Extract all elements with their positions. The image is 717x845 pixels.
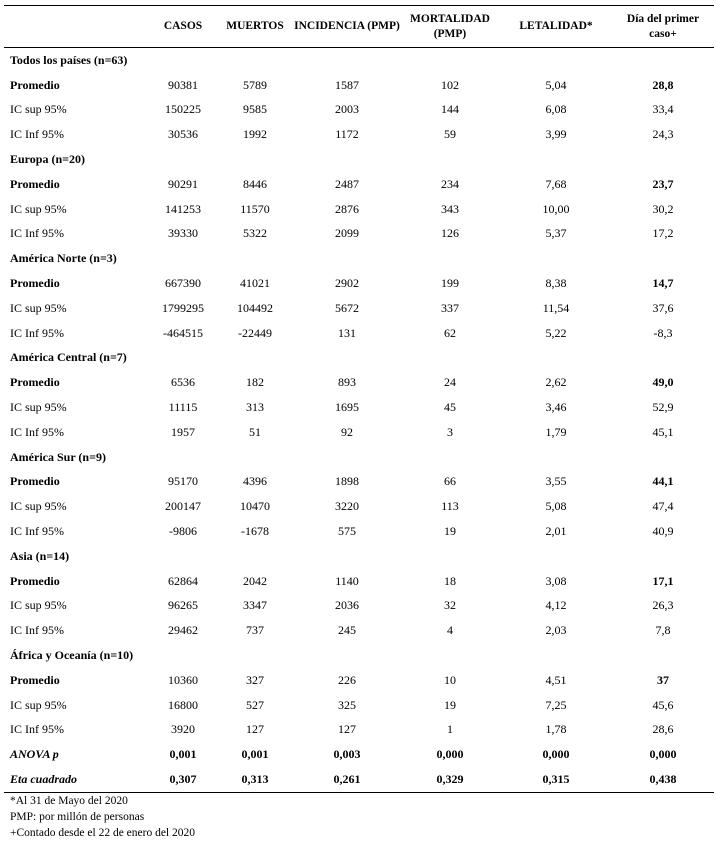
table-cell: 7,25 xyxy=(545,697,567,712)
table-cell: 3347 xyxy=(243,598,267,613)
table-cell: 17,2 xyxy=(652,226,674,241)
table-cell: 2003 xyxy=(335,102,359,117)
row-label: IC Inf 95% xyxy=(10,226,64,241)
table-row xyxy=(4,594,714,619)
table-cell: 1799295 xyxy=(162,300,204,315)
table-cell: 144 xyxy=(441,102,459,117)
table-row xyxy=(4,271,714,296)
row-label: Promedio xyxy=(10,672,60,687)
table-cell: 667390 xyxy=(165,276,201,291)
table-row xyxy=(4,197,714,222)
table-cell: 5789 xyxy=(243,77,267,92)
table-cell: 90291 xyxy=(168,176,198,191)
group-header-row xyxy=(4,246,714,271)
table-row xyxy=(4,122,714,147)
group-header-row xyxy=(4,544,714,569)
row-label: IC Inf 95% xyxy=(10,623,64,638)
table-cell: 18 xyxy=(444,573,456,588)
table-cell: 1695 xyxy=(335,400,359,415)
table-cell: 37 xyxy=(657,672,669,687)
table-cell: 2042 xyxy=(243,573,267,588)
table-row xyxy=(4,767,714,792)
table-cell: 737 xyxy=(246,623,264,638)
table-cell: 127 xyxy=(246,722,264,737)
table-cell: 37,6 xyxy=(652,300,674,315)
table-row xyxy=(4,742,714,767)
table-cell: 245 xyxy=(338,623,356,638)
group-header-row xyxy=(4,346,714,371)
table-cell: 0,000 xyxy=(649,747,677,762)
table-cell: 0,003 xyxy=(333,747,361,762)
table-cell: 29462 xyxy=(168,623,198,638)
table-cell: 1140 xyxy=(335,573,359,588)
table-cell: 2876 xyxy=(335,201,359,216)
table-cell: 0,307 xyxy=(169,772,197,786)
table-cell: 127 xyxy=(338,722,356,737)
table-cell: 7,8 xyxy=(655,623,671,638)
table-cell: 7,68 xyxy=(545,176,567,191)
table-cell: 62 xyxy=(444,325,456,340)
header-mortalidad: MORTALIDAD (PMP) xyxy=(410,12,490,40)
header-muertos: MUERTOS xyxy=(226,20,284,32)
row-label: Promedio xyxy=(10,276,60,291)
table-cell: 44,1 xyxy=(652,474,674,489)
table-cell: 1992 xyxy=(243,127,267,142)
table-cell: 10360 xyxy=(168,672,198,687)
table-cell: 45,1 xyxy=(652,424,674,439)
table-cell: -9806 xyxy=(169,524,197,539)
table-cell: -22449 xyxy=(238,325,272,340)
table-cell: 24 xyxy=(444,375,456,390)
table-cell: 126 xyxy=(441,226,459,241)
table-cell: 0,001 xyxy=(169,747,197,762)
table-cell: -8,3 xyxy=(653,325,673,340)
footnote: +Contado desde el 22 de enero del 2020 xyxy=(10,827,196,839)
table-cell: 32 xyxy=(444,598,456,613)
row-label: IC sup 95% xyxy=(10,300,67,315)
table-cell: 5,08 xyxy=(545,499,567,514)
table-cell: 30536 xyxy=(168,127,198,142)
group-header-row xyxy=(4,48,714,73)
row-label: Promedio xyxy=(10,77,60,92)
table-cell: 19 xyxy=(444,697,456,712)
table-cell: 19 xyxy=(444,524,456,539)
table-cell: 41021 xyxy=(240,276,270,291)
table-cell: 1957 xyxy=(171,424,195,439)
table-cell: 0,000 xyxy=(542,747,570,762)
header-dia-primer-caso: Día del primer caso+ xyxy=(626,12,700,40)
table-cell: 10470 xyxy=(240,499,270,514)
group-title: Todos los países (n=63) xyxy=(10,52,128,67)
row-label: Promedio xyxy=(10,176,60,191)
table-cell: 6,08 xyxy=(545,102,567,117)
table-cell: 47,4 xyxy=(652,499,674,514)
table-cell: 2,62 xyxy=(545,375,567,390)
table-cell: 150225 xyxy=(165,102,201,117)
table-cell: 0,000 xyxy=(436,747,464,762)
row-label: IC sup 95% xyxy=(10,400,67,415)
table-cell: 4,51 xyxy=(545,672,567,687)
table-cell: 28,6 xyxy=(652,722,674,737)
group-header-row xyxy=(4,643,714,668)
table-cell: 113 xyxy=(441,499,459,514)
table-cell: 3,46 xyxy=(545,400,567,415)
table-row xyxy=(4,222,714,247)
table-row xyxy=(4,370,714,395)
table-cell: 325 xyxy=(338,697,356,712)
table-cell: 182 xyxy=(246,375,264,390)
table-cell: 10,00 xyxy=(542,201,570,216)
table-cell: 0,313 xyxy=(241,772,269,786)
table-cell: 3,55 xyxy=(545,474,567,489)
table-cell: 1,79 xyxy=(545,424,567,439)
table-row xyxy=(4,420,714,445)
header-incidencia: INCIDENCIA (PMP) xyxy=(294,20,400,32)
table-row xyxy=(4,172,714,197)
footnote: PMP: por millón de personas xyxy=(10,811,145,823)
table-cell: 131 xyxy=(338,325,356,340)
header-letalidad: LETALIDAD* xyxy=(519,20,593,32)
table-cell: 0,438 xyxy=(649,772,677,786)
table-cell: 11,54 xyxy=(542,300,570,315)
table-cell: 96265 xyxy=(168,598,198,613)
group-title: África y Oceanía (n=10) xyxy=(10,648,134,663)
group-header-row xyxy=(4,147,714,172)
table-cell: 9585 xyxy=(243,102,267,117)
table-cell: 95170 xyxy=(168,474,198,489)
row-label: IC sup 95% xyxy=(10,598,67,613)
table-body xyxy=(4,48,714,793)
header-empty xyxy=(4,6,150,48)
table-cell: 17,1 xyxy=(652,573,674,588)
row-label: IC Inf 95% xyxy=(10,325,64,340)
table-cell: 8446 xyxy=(243,176,267,191)
table-cell: 2099 xyxy=(335,226,359,241)
table-cell: 45 xyxy=(444,400,456,415)
table-cell: 28,8 xyxy=(652,77,674,92)
table-cell: 66 xyxy=(444,474,456,489)
table-cell: 0,001 xyxy=(241,747,269,762)
header-row xyxy=(4,6,714,48)
table-cell: 313 xyxy=(246,400,264,415)
table-row xyxy=(4,395,714,420)
table-cell: 5,37 xyxy=(545,226,567,241)
table-cell: 199 xyxy=(441,276,459,291)
table-cell: 0,261 xyxy=(333,772,361,786)
table-cell: 337 xyxy=(441,300,459,315)
table-cell: 2036 xyxy=(335,598,359,613)
table-row xyxy=(4,494,714,519)
table-row xyxy=(4,618,714,643)
table-cell: 226 xyxy=(338,672,356,687)
table-cell: 51 xyxy=(249,424,261,439)
table-row xyxy=(4,296,714,321)
table-cell: 59 xyxy=(444,127,456,142)
table-cell: 5,04 xyxy=(545,77,567,92)
table-cell: 39330 xyxy=(168,226,198,241)
table-cell: 90381 xyxy=(168,77,198,92)
table-cell: -1678 xyxy=(241,524,269,539)
table-cell: 4 xyxy=(447,623,453,638)
table-cell: 3920 xyxy=(171,722,195,737)
group-title: América Norte (n=3) xyxy=(10,251,117,266)
table-cell: 11570 xyxy=(240,201,270,216)
table-cell: 5322 xyxy=(243,226,267,241)
table-cell: 92 xyxy=(341,424,353,439)
group-title: Europa (n=20) xyxy=(10,152,85,167)
row-label: Eta cuadrado xyxy=(10,772,78,786)
group-title: Asia (n=14) xyxy=(10,548,70,563)
table-cell: 102 xyxy=(441,77,459,92)
row-label: IC Inf 95% xyxy=(10,722,64,737)
table-cell: 4,12 xyxy=(545,598,567,613)
row-label: Promedio xyxy=(10,474,60,489)
row-label: IC sup 95% xyxy=(10,102,67,117)
table-cell: 24,3 xyxy=(652,127,674,142)
table-cell: 200147 xyxy=(165,499,201,514)
table-cell: 1587 xyxy=(335,77,359,92)
table-cell: 23,7 xyxy=(652,176,674,191)
table-cell: 1,78 xyxy=(545,722,567,737)
row-label: Promedio xyxy=(10,573,60,588)
table-cell: -464515 xyxy=(163,325,203,340)
table-cell: 893 xyxy=(338,375,356,390)
table-cell: 104492 xyxy=(237,300,273,315)
table-cell: 10 xyxy=(444,672,456,687)
table-cell: 26,3 xyxy=(652,598,674,613)
table-cell: 2,03 xyxy=(545,623,567,638)
table-row xyxy=(4,718,714,743)
table-cell: 2487 xyxy=(335,176,359,191)
table-row xyxy=(4,470,714,495)
table-cell: 1172 xyxy=(335,127,359,142)
row-label: Promedio xyxy=(10,375,60,390)
table-cell: 3220 xyxy=(335,499,359,514)
table-cell: 62864 xyxy=(168,573,198,588)
table-cell: 234 xyxy=(441,176,459,191)
table-cell: 14,7 xyxy=(652,276,674,291)
row-label: IC Inf 95% xyxy=(10,524,64,539)
table-row xyxy=(4,73,714,98)
table-row xyxy=(4,98,714,123)
table-cell: 1 xyxy=(447,722,453,737)
header-casos: CASOS xyxy=(163,20,203,32)
table-cell: 40,9 xyxy=(652,524,674,539)
table-cell: 3 xyxy=(447,424,453,439)
table-row xyxy=(4,693,714,718)
table-cell: 2,01 xyxy=(545,524,567,539)
table-row xyxy=(4,321,714,346)
results-table xyxy=(4,5,714,793)
table-cell: 141253 xyxy=(165,201,201,216)
table-cell: 0,315 xyxy=(542,772,570,786)
table-cell: 30,2 xyxy=(652,201,674,216)
table-cell: 2902 xyxy=(335,276,359,291)
table-cell: 6536 xyxy=(171,375,195,390)
table-cell: 0,329 xyxy=(436,772,464,786)
group-title: América Central (n=7) xyxy=(10,350,127,365)
table-cell: 11115 xyxy=(168,400,198,415)
table-row xyxy=(4,668,714,693)
row-label: IC Inf 95% xyxy=(10,127,64,142)
group-title: América Sur (n=9) xyxy=(10,449,106,464)
row-label: ANOVA p xyxy=(10,747,59,762)
table-cell: 575 xyxy=(338,524,356,539)
table-cell: 3,08 xyxy=(545,573,567,588)
table-cell: 45,6 xyxy=(652,697,674,712)
table-cell: 1898 xyxy=(335,474,359,489)
row-label: IC Inf 95% xyxy=(10,424,64,439)
row-label: IC sup 95% xyxy=(10,697,67,712)
footnotes xyxy=(10,793,195,841)
table-cell: 527 xyxy=(246,697,264,712)
table-cell: 327 xyxy=(246,672,264,687)
table-row xyxy=(4,519,714,544)
table-cell: 52,9 xyxy=(652,400,674,415)
table-cell: 8,38 xyxy=(545,276,567,291)
table-cell: 3,99 xyxy=(545,127,567,142)
table-cell: 5,22 xyxy=(545,325,567,340)
group-header-row xyxy=(4,445,714,470)
table-cell: 343 xyxy=(441,201,459,216)
table-cell: 49,0 xyxy=(652,375,674,390)
table-cell: 33,4 xyxy=(652,102,674,117)
table-row xyxy=(4,569,714,594)
table-cell: 4396 xyxy=(243,474,267,489)
row-label: IC sup 95% xyxy=(10,499,67,514)
table-cell: 16800 xyxy=(168,697,198,712)
footnote: *Al 31 de Mayo del 2020 xyxy=(10,795,128,807)
table-cell: 5672 xyxy=(335,300,359,315)
row-label: IC sup 95% xyxy=(10,201,67,216)
